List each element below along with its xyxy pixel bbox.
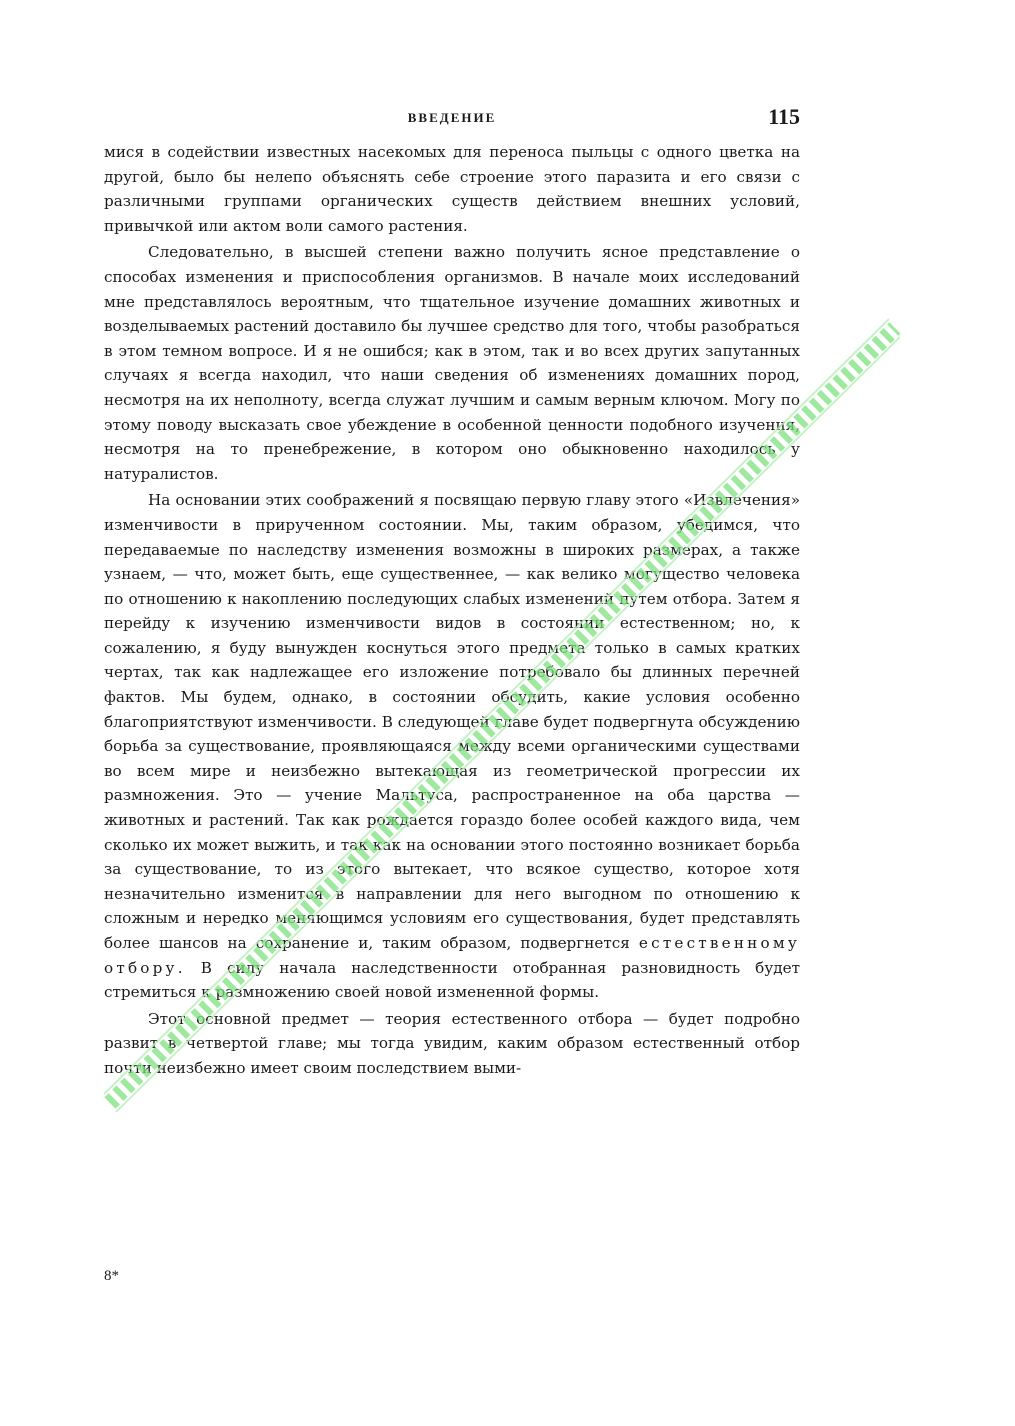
paragraph-4: Этот основной предмет — теория естественного отбора — будет подробно развит в четвертой главе; мы тогда увидим, каким образом естественный отбор почти неизбежно имеет своим последствием выми- xyxy=(104,1009,800,1077)
running-head xyxy=(104,100,800,140)
paragraph-1: мися в содействии известных насекомых для переноса пыльцы с одного цветка на другой, было бы нелепо объяснять себе строение этого паразита и его связи с различными группами органических существ действием внешних условий, привычкой или актом воли самого растения. xyxy=(104,143,800,235)
paragraph-3 xyxy=(104,488,800,1004)
page-number: 115 xyxy=(768,104,800,129)
chapter-title: ВВЕДЕНИЕ xyxy=(407,110,497,125)
paragraph-3-text: На основании этих соображений я посвящаю первую главу этого «Извлечения» изменчивости в прирученном состоянии. Мы, таким образом, убедимся, что передаваемые по наследству изменения возможны в широких размерах, а также узнаем, — что, может быть, еще существеннее, — как велико могущество человека по отношению к накоплению последующих слабых изменений путем отбора. Затем я перейду к изучению изменчивости видов в состоянии естественном; но, к сожалению, я буду вынужден коснуться этого предмета только в самых кратких чертах, так как надлежащее его изложение потребовало бы длинных перечней фактов. Мы будем, однако, в состоянии обсудить, какие условия особенно благоприятствуют изменчивости. В следующей главе будет подвергнута обсуждению борьба за существование, проявляющаяся между всеми органическими существами во всем мире и неизбежно вытекающая из геометрической прогрессии их размножения. Это — учение Мальтуса, распространенное на оба царства — животных и растений. Так как рождается гораздо более особей каждого вида, чем сколько их может выжить, и так как на основании этого постоянно возникает борьба за существование, то из этого вытекает, что всякое существо, которое хотя незначительно изменится в направлении для него выгодном по отношению к сложным и нередко меняющимся условиям его существования, будет представлять более шансов на сохранение и, таким образом, подвергнется xyxy=(104,491,800,952)
signature-mark: 8* xyxy=(104,1268,119,1284)
paragraph-3-continuation: В силу начала наследственности отобранная разновидность будет стремиться к размножению своей новой измененной формы. xyxy=(104,958,800,1002)
paragraph-2: Следовательно, в высшей степени важно получить ясное представление о способах изменения и приспособления организмов. В начале моих исследований мне представлялось вероятным, что тщательное изучение домашних животных и возделываемых растений доставило бы лучшее средство для того, чтобы разобраться в этом темном вопросе. И я не ошибся; как в этом, так и во всех других запутанных случаях я всегда находил, что наши сведения об изменениях домашних пород, несмотря на их неполноту, всегда служат лучшим и самым верным ключом. Могу по этому поводу высказать свое убеждение в особенной ценности подобного изучения, несмотря на то пренебрежение, в котором оно обыкновенно находилось у натуралистов. xyxy=(104,243,800,483)
document-page xyxy=(104,100,800,1083)
body-text xyxy=(104,140,800,1081)
spaced-emphasis: естественному отбору. xyxy=(104,934,800,977)
